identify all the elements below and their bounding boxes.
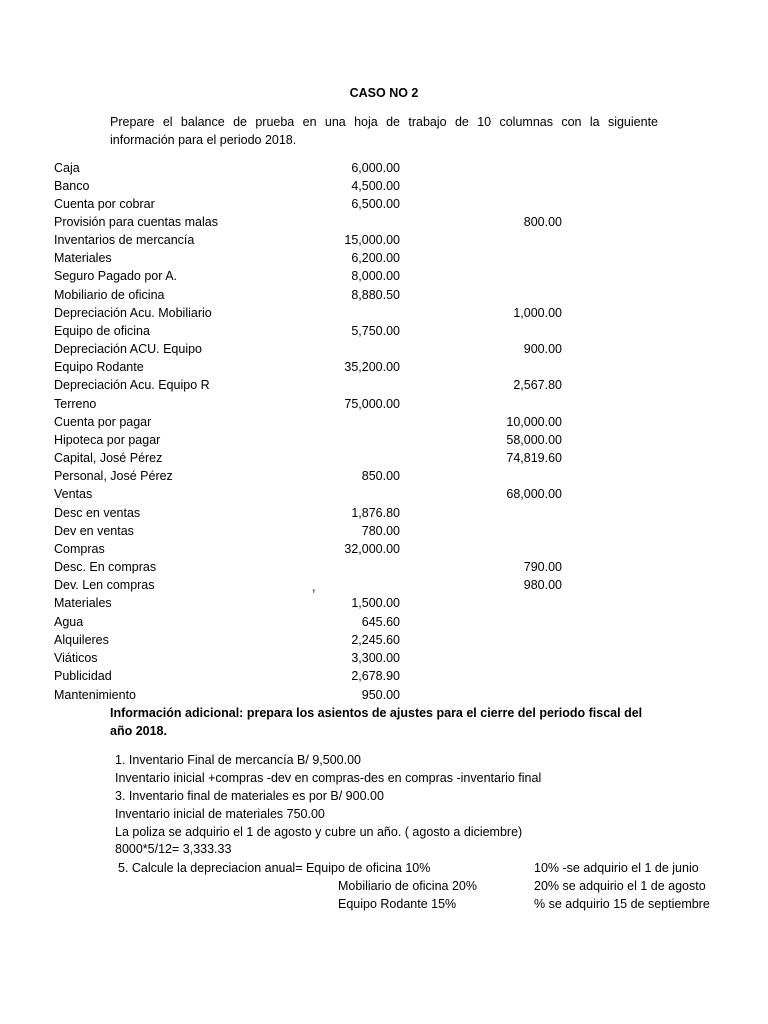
account-debit: 3,300.00 <box>351 651 400 665</box>
account-name: Compras <box>54 542 105 556</box>
depreciation-note: % se adquirio 15 de septiembre <box>534 897 710 911</box>
account-credit: 1,000.00 <box>513 306 562 320</box>
intro-line-1: Prepare el balance de prueba en una hoja de trabajo de 10 columnas con la siguiente <box>110 115 658 129</box>
account-name: Ventas <box>54 487 93 501</box>
depreciation-note: 20% se adquirio el 1 de agosto <box>534 879 706 893</box>
account-name: Desc. En compras <box>54 560 157 574</box>
account-credit: 2,567.80 <box>513 378 562 392</box>
account-debit: 1,500.00 <box>351 596 400 610</box>
additional-heading-line-1: Información adicional: prepara los asientos de ajustes para el cierre del periodo fiscal del <box>110 706 643 720</box>
stray-comma: , <box>312 580 316 594</box>
account-debit: 75,000.00 <box>344 397 400 411</box>
depreciation-note: 10% -se adquirio el 1 de junio <box>534 861 699 875</box>
account-name: Equipo de oficina <box>54 324 150 338</box>
account-credit: 790.00 <box>523 560 562 574</box>
account-name: Depreciación Acu. Equipo R <box>54 378 210 392</box>
account-name: Dev en ventas <box>54 524 134 538</box>
account-debit: 35,200.00 <box>344 360 400 374</box>
depreciation-mobiliario: Mobiliario de oficina 20% <box>338 879 477 893</box>
account-name: Cuenta por pagar <box>54 415 152 429</box>
account-credit: 800.00 <box>523 215 562 229</box>
account-name: Mantenimiento <box>54 688 136 702</box>
account-credit: 74,819.60 <box>506 451 562 465</box>
account-name: Capital, José Pérez <box>54 451 163 465</box>
account-name: Caja <box>54 161 80 175</box>
account-debit: 5,750.00 <box>351 324 400 338</box>
account-debit: 6,500.00 <box>351 197 400 211</box>
account-name: Materiales <box>54 251 112 265</box>
account-name: Banco <box>54 179 90 193</box>
depreciation-label: 5. Calcule la depreciacion anual= Equipo de oficina 10% <box>118 861 431 875</box>
additional-line: 1. Inventario Final de mercancía B/ 9,500.00 <box>115 753 361 767</box>
account-name: Agua <box>54 615 84 629</box>
account-name: Materiales <box>54 596 112 610</box>
account-debit: 6,000.00 <box>351 161 400 175</box>
account-name: Provisión para cuentas malas <box>54 215 218 229</box>
additional-line: 3. Inventario final de materiales es por B/ 900.00 <box>115 789 384 803</box>
additional-line: Inventario inicial +compras -dev en compras-des en compras -inventario final <box>115 771 542 785</box>
account-name: Terreno <box>54 397 97 411</box>
account-name: Publicidad <box>54 669 112 683</box>
page-title: CASO NO 2 <box>349 86 419 100</box>
account-debit: 1,876.80 <box>351 506 400 520</box>
account-name: Dev. Len compras <box>54 578 155 592</box>
additional-heading-line-2: año 2018. <box>110 724 167 738</box>
account-debit: 8,880.50 <box>351 288 400 302</box>
account-credit: 58,000.00 <box>506 433 562 447</box>
intro-paragraph <box>110 113 658 149</box>
additional-line: Inventario inicial de materiales 750.00 <box>115 807 325 821</box>
account-name: Depreciación Acu. Mobiliario <box>54 306 212 320</box>
account-debit: 32,000.00 <box>344 542 400 556</box>
additional-line: La poliza se adquirio el 1 de agosto y cubre un año. ( agosto a diciembre) <box>115 825 523 839</box>
account-debit: 8,000.00 <box>351 269 400 283</box>
additional-line: 8000*5/12= 3,333.33 <box>115 842 232 856</box>
account-debit: 850.00 <box>361 469 400 483</box>
account-name: Personal, José Pérez <box>54 469 173 483</box>
account-credit: 68,000.00 <box>506 487 562 501</box>
account-debit: 645.60 <box>361 615 400 629</box>
account-name: Mobiliario de oficina <box>54 288 165 302</box>
account-debit: 2,245.60 <box>351 633 400 647</box>
intro-line-2: información para el periodo 2018. <box>110 133 297 147</box>
account-name: Equipo Rodante <box>54 360 144 374</box>
account-name: Seguro Pagado por A. <box>54 269 178 283</box>
account-debit: 15,000.00 <box>344 233 400 247</box>
account-name: Viáticos <box>54 651 98 665</box>
account-debit: 4,500.00 <box>351 179 400 193</box>
account-name: Depreciación ACU. Equipo <box>54 342 202 356</box>
account-credit: 10,000.00 <box>506 415 562 429</box>
account-debit: 2,678.90 <box>351 669 400 683</box>
account-name: Alquileres <box>54 633 109 647</box>
account-debit: 950.00 <box>361 688 400 702</box>
account-name: Inventarios de mercancía <box>54 233 195 247</box>
account-credit: 980.00 <box>523 578 562 592</box>
account-name: Hipoteca por pagar <box>54 433 161 447</box>
account-debit: 780.00 <box>361 524 400 538</box>
account-name: Cuenta por cobrar <box>54 197 155 211</box>
depreciation-equipo-rodante: Equipo Rodante 15% <box>338 897 457 911</box>
account-name: Desc en ventas <box>54 506 141 520</box>
account-credit: 900.00 <box>523 342 562 356</box>
account-debit: 6,200.00 <box>351 251 400 265</box>
